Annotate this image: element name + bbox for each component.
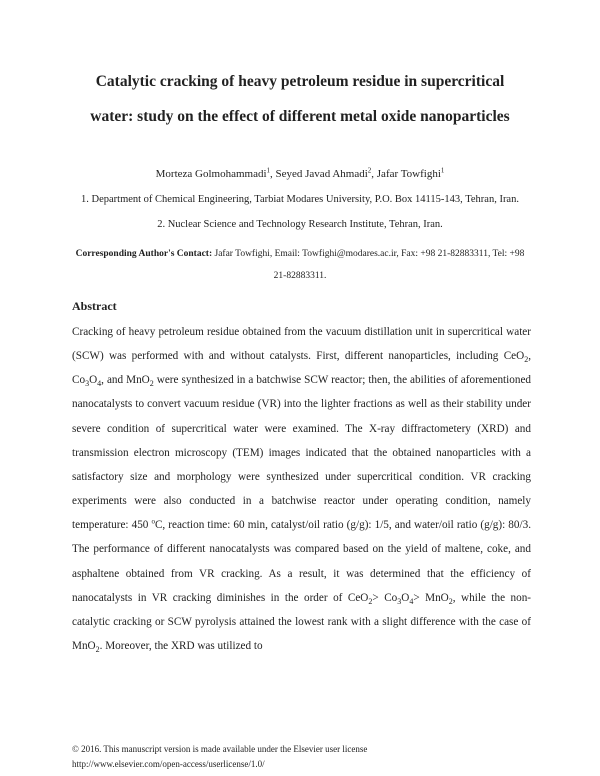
formula-mno2: MnO [425, 591, 449, 604]
formula-ceo2: CeO [503, 350, 525, 363]
order-sign: > [413, 591, 426, 604]
formula-subscript: 2 [149, 379, 154, 389]
author-affiliation-mark: 2 [367, 166, 372, 175]
formula-subscript: 4 [97, 379, 102, 389]
paper-title [60, 64, 540, 134]
formula-co3o4: Co [72, 374, 86, 387]
formula-co3o4: Co [384, 591, 398, 604]
formula-co3o4: O [89, 374, 98, 387]
degree-mark: o [151, 517, 155, 526]
title-line-2: water: study on the effect of different metal oxide nanoparticles [90, 108, 510, 125]
author-affiliation-mark: 1 [266, 166, 271, 175]
abstract-text: . Moreover, the XRD was utilized to [99, 640, 263, 653]
license-url[interactable]: http://www.elsevier.com/open-access/userlicense/1.0/ [72, 759, 265, 769]
license-footer [72, 742, 532, 772]
license-text: © 2016. This manuscript version is made available under the Elsevier user license [72, 744, 368, 754]
author-list: Morteza Golmohammadi$^1$, Seyed Javad Ahmadi$^2$, Jafar Towfighi$^1$ [155, 166, 445, 180]
formula-subscript: 3 [397, 596, 402, 606]
abstract-text: C, reaction time: 60 min, catalyst/oil ratio (g/g): 1/5, and water/oil ratio (g/g): 80/3. The performance of different nanocatalysts was compared based on the yield of maltene, coke, and asphaltene obtained from VR cracking. As a result, it was determined that the efficiency of nanocatalysts in VR cracking diminishes in the order of [72, 519, 531, 604]
title-line-1: Catalytic cracking of heavy petroleum residue in supercritical [95, 73, 505, 90]
corresponding-author-contact [70, 243, 530, 287]
abstract-heading: Abstract [72, 299, 117, 313]
abstract-text: Cracking of heavy petroleum residue obtained from the vacuum distillation unit in supercritical water (SCW) was performed with and without catalysts. First, different nanoparticles, including [72, 326, 531, 363]
formula-co3o4: O [401, 591, 410, 604]
formula-subscript: 4 [409, 596, 414, 606]
author-name: Jafar Towfighi [376, 168, 441, 180]
contact-label: Corresponding Author's Contact: [75, 249, 213, 259]
formula-subscript: 2 [524, 355, 529, 365]
formula-ceo2: CeO [347, 591, 369, 604]
abstract-body [72, 320, 531, 658]
contact-text: Jafar Towfighi, Email: Towfighi@modares.ac.ir, Fax: +98 21-82883311, Tel: +98 21-82883311. [214, 249, 525, 281]
formula-subscript: 2 [448, 596, 453, 606]
abstract-text: , and [101, 374, 127, 387]
formula-subscript: 3 [85, 379, 90, 389]
affiliation-1: 1. Department of Chemical Engineering, Tarbiat Modares University, P.O. Box 14115-143, Tehran, Iran. [81, 194, 519, 205]
abstract-text: , while the non-catalytic cracking or SCW pyrolysis attained the lowest rank with a slight difference with the case of [72, 591, 532, 628]
order-sign: > [372, 591, 385, 604]
formula-mno2: MnO [72, 640, 96, 653]
author-name: Seyed Javad Ahmadi [275, 168, 368, 180]
formula-mno2: MnO [126, 374, 150, 387]
abstract-paragraph: Cracking of heavy petroleum residue obtained from the vacuum distillation unit in supercritical water (SCW) was performed with and without catalysts. First, different nanoparticles, including CeO$_2$, $Co_3O_4$, and MnO$_2$ were synthesized in a batchwise SCW reactor; then, the abilities of aforementioned nanocatalysts to convert vacuum residue (VR) into the lighter fractions as well as their stability under severe condition of supercritical water were examined. The X-ray diffractometery (XRD) and transmission electron microscopy (TEM) images indicated that the obtained nanoparticles with a satisfactory size and morphology were synthesized under supercritical condition. VR cracking experiments were also conducted in a batchwise reactor under operating condition, namely temperature: 450 $^o$C, reaction time: 60 min, catalyst/oil ratio (g/g): 1/5, and water/oil ratio (g/g): 80/3. The performance of different nanocatalysts was compared based on the yield of maltene, coke, and asphaltene obtained from VR cracking. As a result, it was determined that the efficiency of nanocatalysts in VR cracking diminishes in the order of $CeO_2> Co_3O_4> MnO_2$, while the non-catalytic cracking or SCW pyrolysis attained the lowest rank with a slight difference with the case of MnO$_2$. Moreover, the XRD was utilized to [72, 326, 532, 655]
abstract-text: were synthesized in a batchwise SCW reactor; then, the abilities of aforementioned nanocatalysts to convert vacuum residue (VR) into the lighter fractions as well as their stability under severe condition of supercritical water were examined. The X-ray diffractometery (XRD) and transmission electron microscopy (TEM) images indicated that the obtained nanoparticles with a satisfactory size and morphology were synthesized under supercritical condition. VR cracking experiments were also conducted in a batchwise reactor under operating condition, namely temperature: 450 [72, 374, 532, 532]
author-affiliation-mark: 1 [440, 166, 445, 175]
affiliation-2: 2. Nuclear Science and Technology Research Institute, Tehran, Iran. [157, 219, 443, 230]
formula-subscript: 2 [368, 596, 373, 606]
formula-subscript: 2 [95, 645, 100, 655]
author-name: Morteza Golmohammadi [155, 168, 267, 180]
